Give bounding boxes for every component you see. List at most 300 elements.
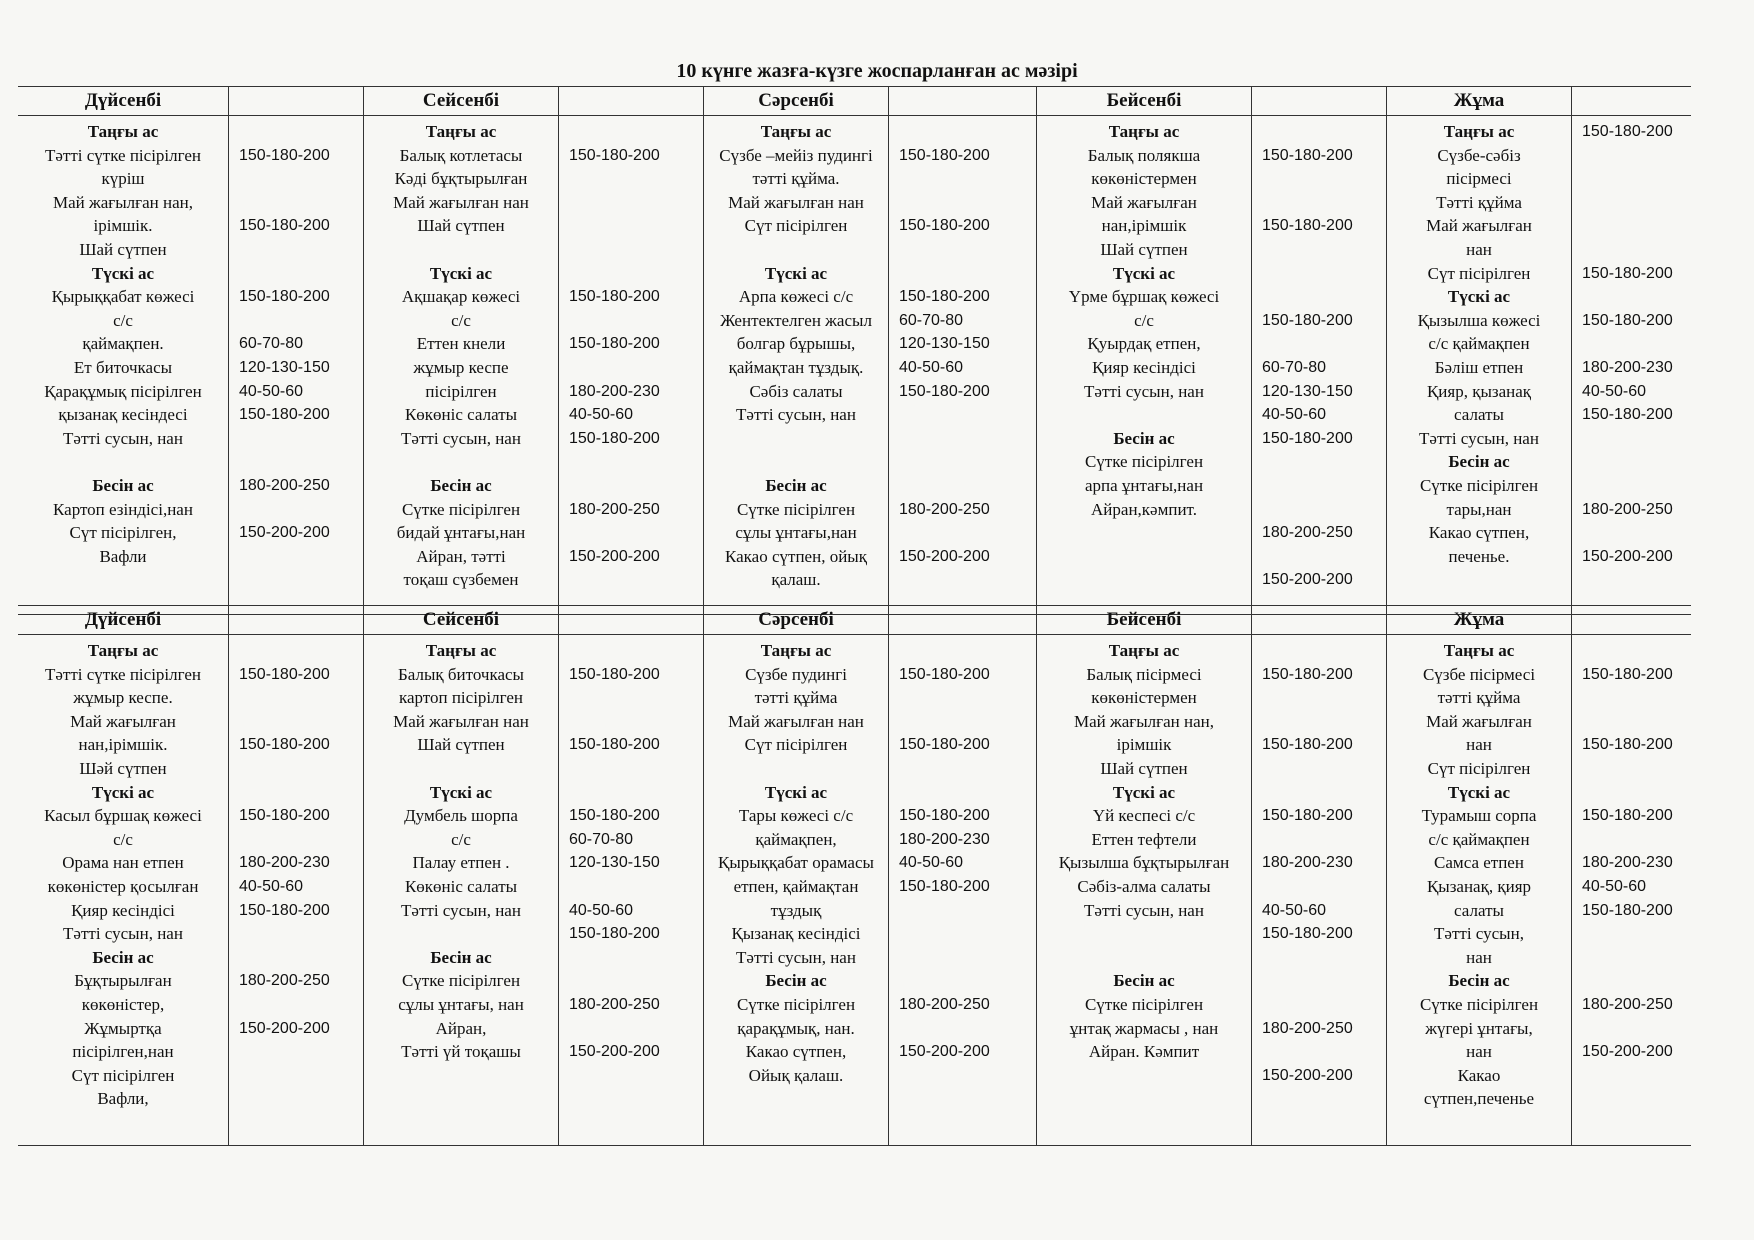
portion-column bbox=[558, 116, 703, 614]
portion-value bbox=[569, 238, 703, 262]
portion-value bbox=[239, 309, 363, 333]
menu-item: Қызылша бұқтырылған bbox=[1058, 853, 1230, 873]
portion-value bbox=[1262, 686, 1386, 710]
portion-column bbox=[558, 635, 703, 1145]
menu-item: Сүт пісірілген, bbox=[69, 523, 177, 543]
portion-value: 40-50-60 bbox=[899, 854, 964, 872]
menu-item: тәтті құйма. bbox=[752, 169, 840, 189]
menu-item: Шай сүтпен bbox=[1100, 239, 1188, 259]
portion-value: 150-180-200 bbox=[899, 877, 990, 895]
menu-item: Көкөніс салаты bbox=[404, 405, 518, 425]
portion-value bbox=[899, 757, 1036, 781]
menu-item: Ақшақар көжесі bbox=[401, 287, 521, 307]
meal-heading: Бесін ас bbox=[430, 947, 492, 967]
day-header: Бейсенбі bbox=[1036, 87, 1251, 116]
portion-header bbox=[1571, 87, 1691, 116]
portion-column bbox=[1251, 116, 1386, 614]
portion-value: 150-180-200 bbox=[1262, 429, 1353, 447]
menu-item: Сүзбе –мейіз пудингі bbox=[719, 145, 873, 165]
portion-value bbox=[239, 686, 363, 710]
portion-value bbox=[1582, 238, 1691, 262]
menu-item: Турамыш сорпа bbox=[1421, 806, 1537, 826]
menu-item: Айран, тәтті bbox=[416, 546, 506, 566]
day-header: Жұма bbox=[1386, 606, 1571, 635]
portion-value bbox=[1582, 191, 1691, 215]
portion-value: 180-200-230 bbox=[899, 830, 990, 848]
menu-item: Сүзбе-сәбіз bbox=[1437, 145, 1521, 165]
menu-item: Айран. Кәмпит bbox=[1088, 1042, 1200, 1062]
portion-value: 180-200-250 bbox=[239, 972, 330, 990]
portion-value bbox=[569, 450, 703, 474]
menu-item: пісірмесі bbox=[1446, 169, 1512, 189]
portion-value bbox=[899, 639, 1036, 663]
menu-item: Май жағылған bbox=[1091, 192, 1197, 212]
menu-item: с/с bbox=[1134, 310, 1154, 330]
portion-value: 150-200-200 bbox=[1582, 547, 1673, 565]
menu-item: бидай ұнтағы,нан bbox=[396, 523, 526, 543]
menu-item bbox=[18, 450, 228, 474]
menu-item: пісірілген,нан bbox=[72, 1042, 174, 1062]
menu-item bbox=[1037, 946, 1251, 970]
portion-header bbox=[1571, 606, 1691, 635]
meal-heading: Таңғы ас bbox=[425, 641, 497, 660]
portion-value bbox=[1582, 1064, 1691, 1088]
menu-item: қарақұмық, нан. bbox=[737, 1018, 855, 1038]
portion-value: 180-200-250 bbox=[239, 476, 330, 494]
menu-item: Картоп езіндісі,нан bbox=[53, 499, 193, 519]
menu-item: Думбель шорпа bbox=[404, 806, 518, 826]
menu-column bbox=[1036, 635, 1251, 1145]
menu-item: Қияр, қызанақ bbox=[1426, 381, 1532, 401]
portion-value: 150-180-200 bbox=[1262, 736, 1353, 754]
menu-item bbox=[704, 427, 888, 451]
portion-column bbox=[1571, 116, 1691, 614]
portion-value: 150-180-200 bbox=[1262, 925, 1353, 943]
portion-value bbox=[1262, 450, 1386, 474]
menu-column bbox=[1386, 635, 1571, 1145]
portion-value: 150-180-200 bbox=[899, 217, 990, 235]
portion-value: 180-200-230 bbox=[1582, 358, 1673, 376]
portion-value: 150-180-200 bbox=[899, 288, 990, 306]
menu-item: Сүт пісірілген bbox=[71, 1065, 175, 1085]
menu-item: Тәтті сусын, bbox=[1434, 924, 1524, 944]
menu-item: Еттен кнели bbox=[416, 334, 506, 354]
portion-value: 150-180-200 bbox=[1582, 901, 1673, 919]
menu-item bbox=[704, 757, 888, 781]
menu-item: Сәбіз-алма салаты bbox=[1077, 876, 1211, 896]
day-header: Сейсенбі bbox=[363, 87, 558, 116]
portion-value: 40-50-60 bbox=[1262, 901, 1327, 919]
portion-value bbox=[1262, 993, 1386, 1017]
portion-value: 150-180-200 bbox=[1582, 264, 1673, 282]
meal-heading: Түскі ас bbox=[1447, 782, 1511, 802]
menu-item bbox=[1037, 403, 1251, 427]
portion-column bbox=[1571, 635, 1691, 1145]
portion-value bbox=[899, 262, 1036, 286]
meal-heading: Түскі ас bbox=[1447, 287, 1511, 307]
portion-value bbox=[569, 356, 703, 380]
portion-value bbox=[239, 450, 363, 474]
menu-item bbox=[364, 757, 558, 781]
portion-value bbox=[1262, 545, 1386, 569]
menu-item: Палау етпен . bbox=[412, 853, 510, 873]
portion-value bbox=[899, 167, 1036, 191]
portion-value: 150-180-200 bbox=[1262, 807, 1353, 825]
portion-value: 150-180-200 bbox=[239, 217, 330, 235]
menu-column bbox=[703, 635, 888, 1145]
portion-value: 150-200-200 bbox=[1262, 571, 1353, 589]
portion-value: 150-180-200 bbox=[569, 925, 660, 943]
portion-value bbox=[1262, 498, 1386, 522]
menu-item: Балық полякша bbox=[1087, 145, 1201, 165]
menu-item bbox=[364, 450, 558, 474]
menu-item: нан bbox=[1466, 735, 1492, 755]
portion-column bbox=[228, 635, 363, 1145]
portion-value: 180-200-250 bbox=[569, 995, 660, 1013]
portion-value bbox=[1262, 757, 1386, 781]
menu-item: Орама нан етпен bbox=[62, 853, 184, 873]
portion-value: 40-50-60 bbox=[239, 382, 304, 400]
menu-item: Қуырдақ етпен, bbox=[1087, 334, 1201, 354]
portion-value bbox=[569, 757, 703, 781]
portion-value bbox=[899, 1064, 1036, 1088]
portion-value bbox=[239, 757, 363, 781]
portion-value bbox=[239, 710, 363, 734]
portion-value: 150-180-200 bbox=[1582, 311, 1673, 329]
portion-value bbox=[1582, 214, 1691, 238]
portion-value: 150-180-200 bbox=[1582, 665, 1673, 683]
menu-item: Какао сүтпен, ойық bbox=[725, 546, 867, 566]
menu-item: Сүт пісірілген bbox=[1427, 758, 1531, 778]
meal-heading: Түскі ас bbox=[91, 782, 155, 802]
portion-value bbox=[239, 238, 363, 262]
portion-value: 150-180-200 bbox=[239, 807, 330, 825]
portion-header bbox=[558, 87, 703, 116]
portion-value bbox=[1582, 710, 1691, 734]
portion-value bbox=[899, 710, 1036, 734]
meal-heading: Түскі ас bbox=[1112, 263, 1176, 283]
meal-heading: Таңғы ас bbox=[87, 641, 159, 660]
menu-item: салаты bbox=[1454, 900, 1504, 920]
portion-value: 40-50-60 bbox=[569, 901, 634, 919]
menu-item: Сүтке пісірілген bbox=[736, 499, 856, 519]
portion-value: 180-200-230 bbox=[239, 854, 330, 872]
menu-item: Тары көжесі с/с bbox=[738, 806, 854, 826]
menu-item: жүгері ұнтағы, bbox=[1425, 1018, 1533, 1038]
portion-value: 150-200-200 bbox=[569, 547, 660, 565]
portion-value bbox=[1582, 144, 1691, 168]
menu-item: Шай сүтпен bbox=[417, 735, 505, 755]
meal-heading: Түскі ас bbox=[429, 782, 493, 802]
portion-value bbox=[899, 191, 1036, 215]
menu-item: Тәтті сусын, нан bbox=[63, 924, 183, 944]
portion-value: 180-200-250 bbox=[1582, 500, 1673, 518]
meal-heading: Таңғы ас bbox=[87, 122, 159, 141]
portion-value: 180-200-230 bbox=[1582, 854, 1673, 872]
portion-value: 150-180-200 bbox=[239, 736, 330, 754]
menu-item: Ет биточкасы bbox=[73, 357, 173, 377]
portion-value bbox=[569, 309, 703, 333]
portion-value: 60-70-80 bbox=[899, 311, 964, 329]
portion-value: 180-200-230 bbox=[569, 382, 660, 400]
portion-value: 150-180-200 bbox=[239, 406, 330, 424]
portion-value: 180-200-250 bbox=[569, 500, 660, 518]
portion-value bbox=[239, 946, 363, 970]
menu-item: Балық биточкасы bbox=[398, 664, 524, 684]
portion-value: 40-50-60 bbox=[1582, 877, 1647, 895]
portion-value: 40-50-60 bbox=[239, 877, 304, 895]
portion-value: 180-200-250 bbox=[899, 500, 990, 518]
menu-item: Сүзбе пудингі bbox=[745, 664, 847, 684]
menu-item: Тәтті сусын, нан bbox=[63, 428, 183, 448]
menu-item: көкөністермен bbox=[1091, 688, 1197, 708]
meal-heading: Таңғы ас bbox=[760, 641, 832, 660]
portion-header bbox=[1251, 606, 1386, 635]
portion-value bbox=[239, 922, 363, 946]
portion-value bbox=[569, 214, 703, 238]
menu-item: картоп пісірілген bbox=[398, 688, 524, 708]
portion-value bbox=[239, 262, 363, 286]
portion-value bbox=[1582, 969, 1691, 993]
menu-item: көкөністер, bbox=[81, 994, 165, 1014]
menu-item: Тәтті сусын, нан bbox=[1084, 381, 1204, 401]
meal-heading: Бесін ас bbox=[92, 475, 154, 495]
portion-value bbox=[1262, 969, 1386, 993]
menu-item: ұнтақ жармасы , нан bbox=[1069, 1018, 1219, 1038]
menu-item: Сүтке пісірілген bbox=[1419, 994, 1539, 1014]
menu-item: Қарақұмық пісірілген bbox=[44, 381, 202, 401]
portion-value bbox=[569, 568, 703, 592]
portion-value: 150-180-200 bbox=[899, 665, 990, 683]
menu-item: етпен, қаймақтан bbox=[733, 876, 859, 896]
menu-item: Айран,кәмпит. bbox=[1091, 499, 1197, 519]
menu-item: Май жағылған bbox=[1426, 216, 1532, 236]
menu-item: Май жағылған нан bbox=[728, 192, 864, 212]
menu-item: Жұмыртқа bbox=[84, 1018, 162, 1038]
portion-value bbox=[569, 686, 703, 710]
menu-item: Шай сүтпен bbox=[79, 239, 167, 259]
meal-heading: Түскі ас bbox=[1112, 782, 1176, 802]
menu-item: Тәтті сусын, нан bbox=[736, 405, 856, 425]
portion-value: 60-70-80 bbox=[569, 830, 634, 848]
menu-item: Сүтке пісірілген bbox=[1084, 452, 1204, 472]
meal-heading: Бесін ас bbox=[1448, 971, 1510, 991]
menu-item bbox=[364, 238, 558, 262]
portion-value bbox=[1262, 120, 1386, 144]
menu-item: сүтпен,печенье bbox=[1423, 1089, 1535, 1109]
menu-item: қаймақпен. bbox=[82, 334, 164, 354]
menu-item: Қырыққабат орамасы bbox=[718, 853, 874, 873]
portion-value: 150-180-200 bbox=[569, 429, 660, 447]
menu-item: Сүт пісірілген bbox=[744, 216, 848, 236]
portion-value: 150-180-200 bbox=[1262, 665, 1353, 683]
portion-value: 150-200-200 bbox=[899, 547, 990, 565]
portion-value: 150-180-200 bbox=[899, 807, 990, 825]
portion-value bbox=[1582, 474, 1691, 498]
menu-item: с/с bbox=[451, 310, 471, 330]
menu-item: қалаш. bbox=[771, 570, 821, 590]
portion-value bbox=[1262, 639, 1386, 663]
portion-value bbox=[239, 993, 363, 1017]
menu-item: Май жағылған нан bbox=[393, 711, 529, 731]
menu-item: Қызылша көжесі bbox=[1417, 310, 1541, 330]
portion-value: 150-180-200 bbox=[569, 736, 660, 754]
menu-item: Көкөніс салаты bbox=[404, 876, 518, 896]
portion-value: 150-180-200 bbox=[1262, 217, 1353, 235]
portion-value bbox=[1582, 521, 1691, 545]
portion-value bbox=[1262, 262, 1386, 286]
menu-item: арпа ұнтағы,нан bbox=[1084, 475, 1204, 495]
menu-item: ірімшік. bbox=[93, 216, 153, 236]
menu-item: көкөністермен bbox=[1091, 169, 1197, 189]
portion-value: 150-180-200 bbox=[899, 146, 990, 164]
menu-item: Жентектелген жасыл bbox=[720, 310, 872, 330]
menu-item: Вафли, bbox=[97, 1089, 149, 1109]
menu-item: пісірілген bbox=[425, 381, 497, 401]
menu-item: Сүтке пісірілген bbox=[1084, 994, 1204, 1014]
portion-value bbox=[899, 899, 1036, 923]
menu-item: тары,нан bbox=[1446, 499, 1512, 519]
portion-value bbox=[569, 946, 703, 970]
portion-value bbox=[899, 969, 1036, 993]
menu-item: Какао сүтпен, bbox=[745, 1042, 847, 1062]
portion-value: 150-180-200 bbox=[239, 665, 330, 683]
meal-heading: Таңғы ас bbox=[425, 122, 497, 141]
portion-value bbox=[1262, 285, 1386, 309]
meal-heading: Бесін ас bbox=[765, 971, 827, 991]
menu-item: с/с bbox=[451, 829, 471, 849]
menu-item: жұмыр кеспе bbox=[413, 357, 509, 377]
menu-item: Тәтті сусын, нан bbox=[401, 428, 521, 448]
meal-heading: Таңғы ас bbox=[1108, 641, 1180, 660]
meal-heading: Бесін ас bbox=[92, 947, 154, 967]
portion-value bbox=[1262, 946, 1386, 970]
menu-item: с/с қаймақпен bbox=[1428, 334, 1530, 354]
portion-value: 150-180-200 bbox=[1262, 311, 1353, 329]
portion-value bbox=[569, 875, 703, 899]
meal-heading: Бесін ас bbox=[765, 475, 827, 495]
meal-heading: Таңғы ас bbox=[1443, 641, 1515, 660]
portion-value bbox=[1582, 450, 1691, 474]
portion-value bbox=[569, 474, 703, 498]
portion-value bbox=[1582, 285, 1691, 309]
portion-value: 40-50-60 bbox=[1262, 406, 1327, 424]
portion-value bbox=[1262, 875, 1386, 899]
portion-value bbox=[899, 450, 1036, 474]
menu-item: Май жағылған нан bbox=[728, 711, 864, 731]
portion-value bbox=[899, 474, 1036, 498]
portion-value: 120-130-150 bbox=[239, 358, 330, 376]
menu-item bbox=[704, 450, 888, 474]
portion-value bbox=[899, 403, 1036, 427]
menu-item bbox=[1037, 922, 1251, 946]
menu-item: Какао сүтпен, bbox=[1428, 523, 1530, 543]
menu-item: Тәтті сусын, нан bbox=[401, 900, 521, 920]
menu-item: жұмыр кеспе. bbox=[73, 688, 173, 708]
portion-column bbox=[1251, 635, 1386, 1145]
menu-item: Тәтті сусын, нан bbox=[1084, 900, 1204, 920]
menu-item: Сәбіз салаты bbox=[749, 381, 843, 401]
portion-value bbox=[1262, 238, 1386, 262]
portion-value bbox=[899, 946, 1036, 970]
day-header: Бейсенбі bbox=[1036, 606, 1251, 635]
portion-value: 150-180-200 bbox=[239, 288, 330, 306]
portion-header bbox=[1251, 87, 1386, 116]
portion-value: 180-200-250 bbox=[1262, 524, 1353, 542]
portion-value bbox=[569, 521, 703, 545]
menu-item: нан bbox=[1466, 239, 1492, 259]
portion-column bbox=[888, 116, 1036, 614]
menu-item: Айран, bbox=[435, 1018, 487, 1038]
portion-value bbox=[239, 120, 363, 144]
portion-column bbox=[888, 635, 1036, 1145]
portion-value bbox=[569, 191, 703, 215]
meal-heading: Түскі ас bbox=[764, 782, 828, 802]
portion-value bbox=[569, 1017, 703, 1041]
menu-item: Балық котлетасы bbox=[399, 145, 523, 165]
menu-item: Еттен тефтели bbox=[1091, 829, 1197, 849]
portion-value bbox=[1582, 427, 1691, 451]
portion-value: 150-180-200 bbox=[569, 146, 660, 164]
portion-value bbox=[239, 781, 363, 805]
portion-value: 150-180-200 bbox=[239, 146, 330, 164]
menu-item: с/с bbox=[113, 829, 133, 849]
portion-value: 60-70-80 bbox=[239, 335, 304, 353]
menu-item: тәтті құйма bbox=[1437, 688, 1521, 708]
portion-value bbox=[1582, 1017, 1691, 1041]
portion-value: 180-200-230 bbox=[1262, 854, 1353, 872]
portion-header bbox=[888, 87, 1036, 116]
portion-value bbox=[1582, 946, 1691, 970]
portion-value: 180-200-250 bbox=[1582, 995, 1673, 1013]
portion-value: 150-200-200 bbox=[1262, 1066, 1353, 1084]
menu-item: Вафли bbox=[99, 546, 147, 566]
menu-item: қаймақпен, bbox=[755, 829, 837, 849]
meal-heading: Бесін ас bbox=[1113, 971, 1175, 991]
portion-value bbox=[1582, 332, 1691, 356]
menu-item: сұлы ұнтағы, нан bbox=[398, 994, 524, 1014]
portion-column bbox=[228, 116, 363, 614]
portion-value bbox=[1582, 922, 1691, 946]
menu-column bbox=[18, 116, 228, 614]
menu-item: Қызанақ, қияр bbox=[1426, 876, 1532, 896]
meal-heading: Бесін ас bbox=[430, 475, 492, 495]
menu-item: Тәтті үй тоқашы bbox=[401, 1042, 521, 1062]
day-header: Дүйсенбі bbox=[18, 606, 228, 635]
portion-value bbox=[1262, 474, 1386, 498]
portion-value: 150-200-200 bbox=[569, 1043, 660, 1061]
portion-value bbox=[239, 828, 363, 852]
menu-item: Сүт пісірілген bbox=[744, 735, 848, 755]
portion-value: 150-180-200 bbox=[899, 736, 990, 754]
menu-item: Қияр кесіндісі bbox=[71, 900, 175, 920]
menu-item: нан bbox=[1466, 1042, 1492, 1062]
menu-item: Үрме бұршақ көжесі bbox=[1068, 287, 1220, 307]
day-header: Жұма bbox=[1386, 87, 1571, 116]
portion-value bbox=[899, 686, 1036, 710]
menu-item: Шай сүтпен bbox=[1100, 758, 1188, 778]
portion-value bbox=[1262, 781, 1386, 805]
menu-item: қаймақтан тұздық. bbox=[728, 357, 864, 377]
portion-value bbox=[1582, 781, 1691, 805]
menu-column bbox=[1386, 116, 1571, 614]
menu-item: Сүт пісірілген bbox=[1427, 263, 1531, 283]
menu-column bbox=[703, 116, 888, 614]
menu-item: болгар бұрышы, bbox=[736, 334, 856, 354]
portion-value: 150-200-200 bbox=[239, 524, 330, 542]
portion-header bbox=[558, 606, 703, 635]
meal-heading: Бесін ас bbox=[1113, 428, 1175, 448]
